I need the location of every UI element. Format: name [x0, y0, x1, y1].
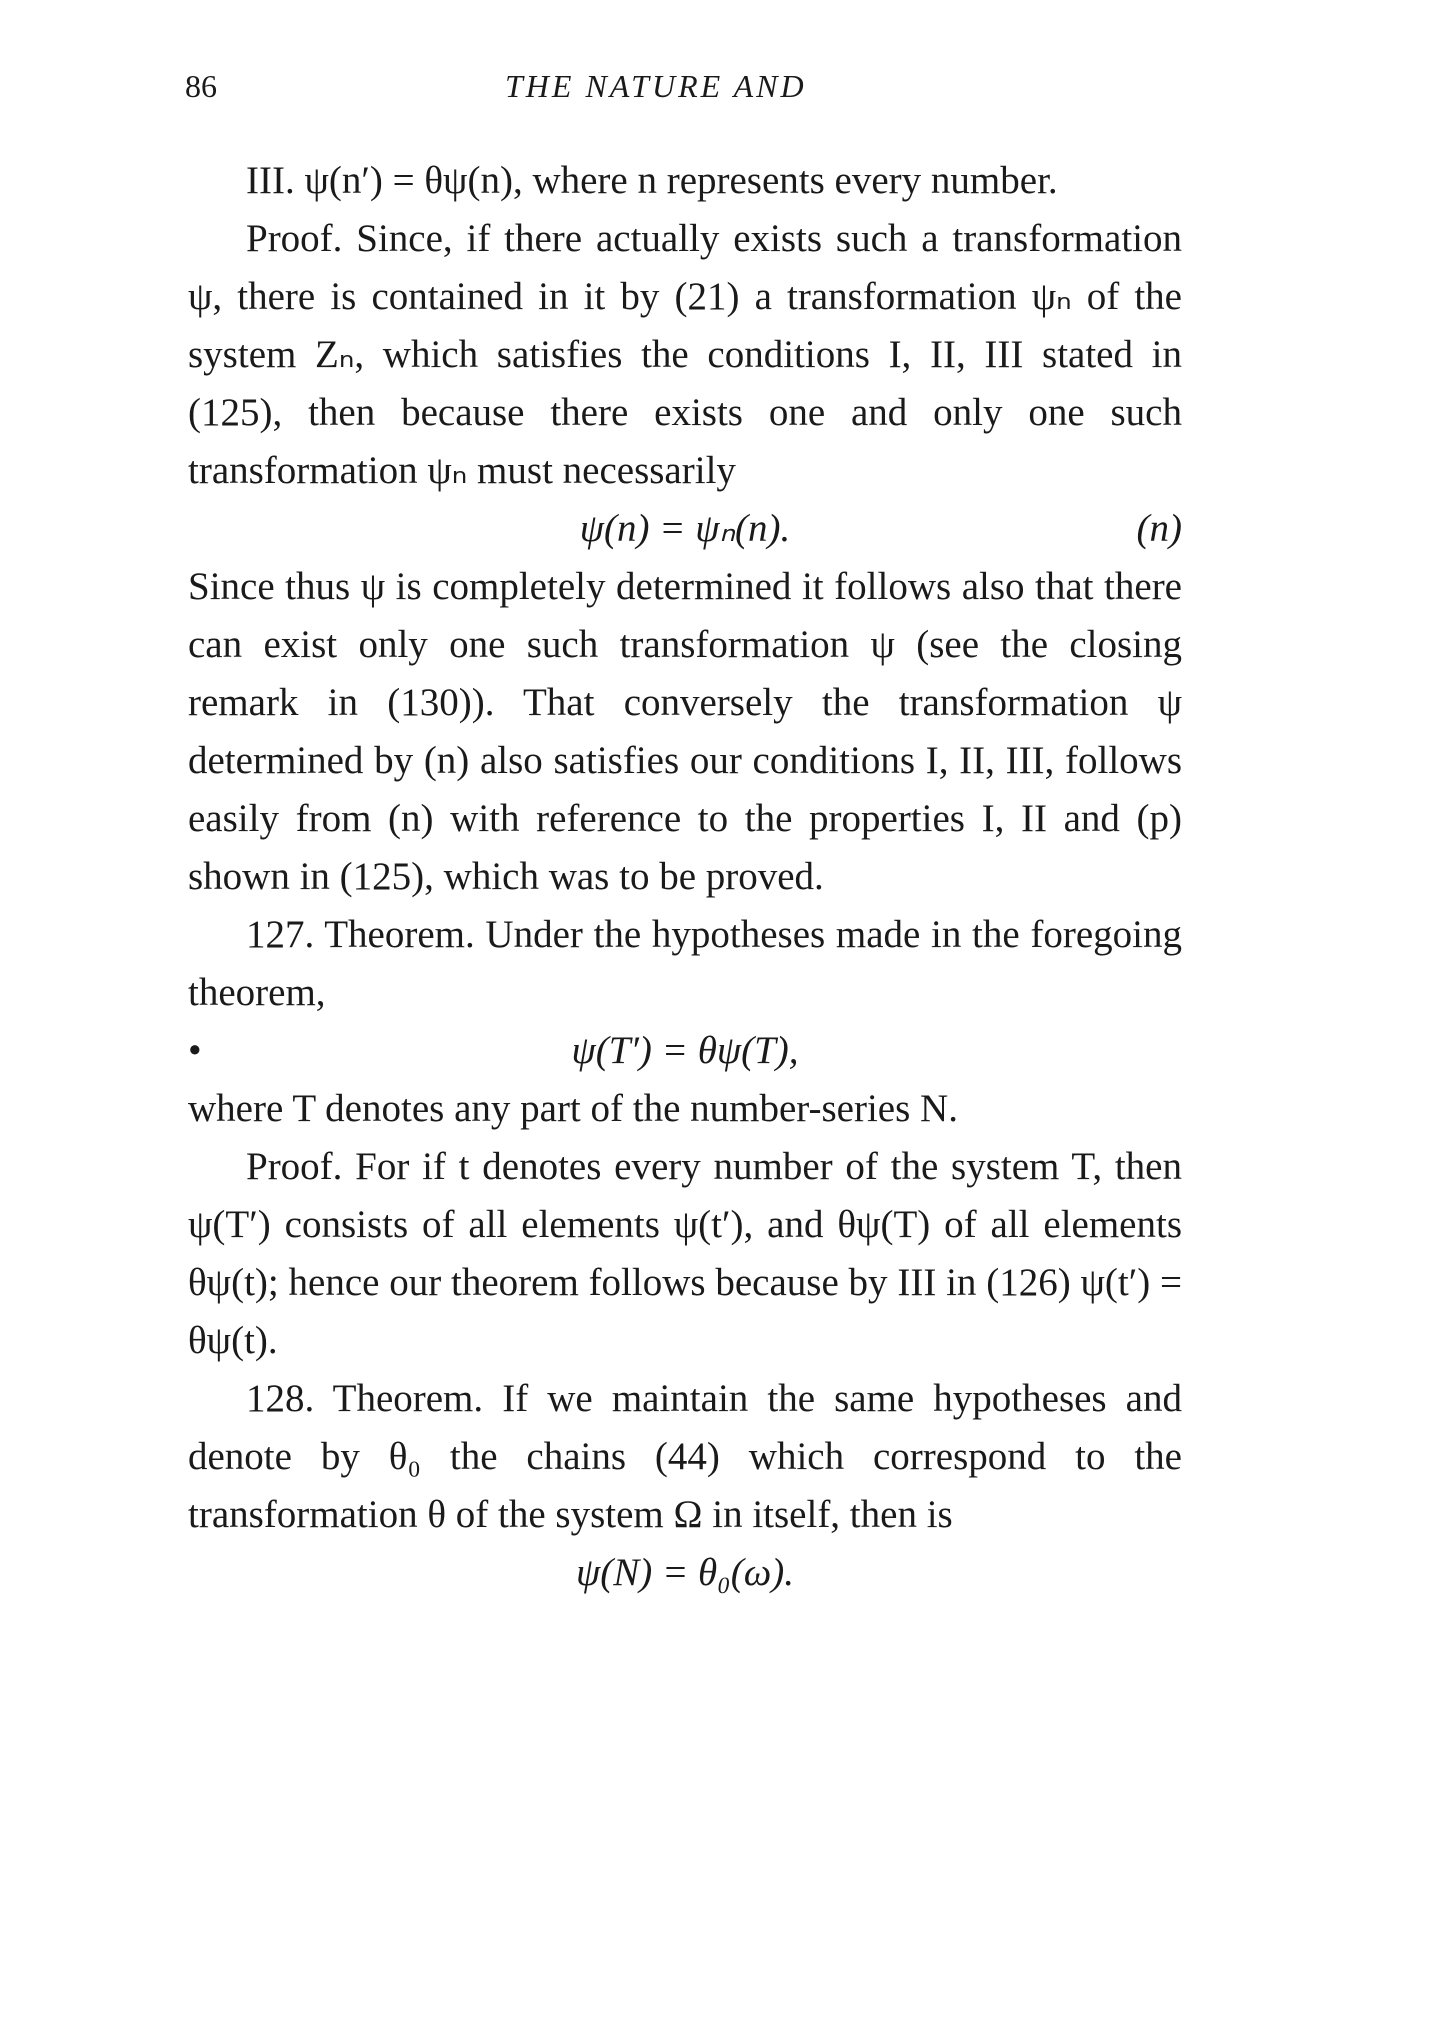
- paragraph-proof-127: Proof. For if t denotes every number of the system T, then ψ(T′) consists of all elements ψ(t′), and θψ(T) of all elements θψ(t); hence our theorem follows because by III in (126) ψ(t′) = θψ(t).: [188, 1145, 1182, 1362]
- equation-psi-capital-n: ψ(N) = θ₀(ω).: [575, 1551, 794, 1594]
- display-equation-n-chain: [188, 1544, 1182, 1602]
- body-text: [188, 152, 1182, 1602]
- paragraph-theorem-128: 128. Theorem. If we maintain the same hypotheses and denote by θ₀ the chains (44) which correspond to the transformation θ of the system Ω in itself, then is: [188, 1377, 1182, 1536]
- stray-mark: •: [188, 1029, 202, 1072]
- paragraph-theorem-127-continued: where T denotes any part of the number-series N.: [188, 1087, 958, 1130]
- paragraph-proof-126-continued: Since thus ψ is completely determined it follows also that there can exist only one such transformation ψ (see the closing remark in (130)). That conversely the transformation ψ determined by (n) also satisfies our conditions I, II, III, follows easily from (n) with reference to the properties I, II and (p) shown in (125), which was to be proved.: [188, 565, 1182, 898]
- equation-psi-t: ψ(T′) = θψ(T),: [571, 1029, 799, 1072]
- display-equation-t: [188, 1022, 1182, 1080]
- equation-tag: (n): [1136, 507, 1182, 550]
- equation-psi-n: ψ(n) = ψₙ(n).: [579, 507, 791, 550]
- page-number: 86: [185, 68, 217, 104]
- paragraph-theorem-127: 127. Theorem. Under the hypotheses made in the foregoing theorem,: [188, 913, 1182, 1014]
- running-head: THE NATURE AND: [505, 68, 807, 104]
- display-equation-n: [188, 500, 1182, 558]
- paragraph-proof-126: Proof. Since, if there actually exists such a transformation ψ, there is contained in it by (21) a transformation ψₙ of the system Zₙ, which satisfies the conditions I, II, III stated in (125), then because there exists one and only one such transformation ψₙ must necessarily: [188, 217, 1182, 492]
- paragraph-item-iii: III. ψ(n′) = θψ(n), where n represents every number.: [246, 159, 1058, 202]
- page-header: [185, 68, 1185, 118]
